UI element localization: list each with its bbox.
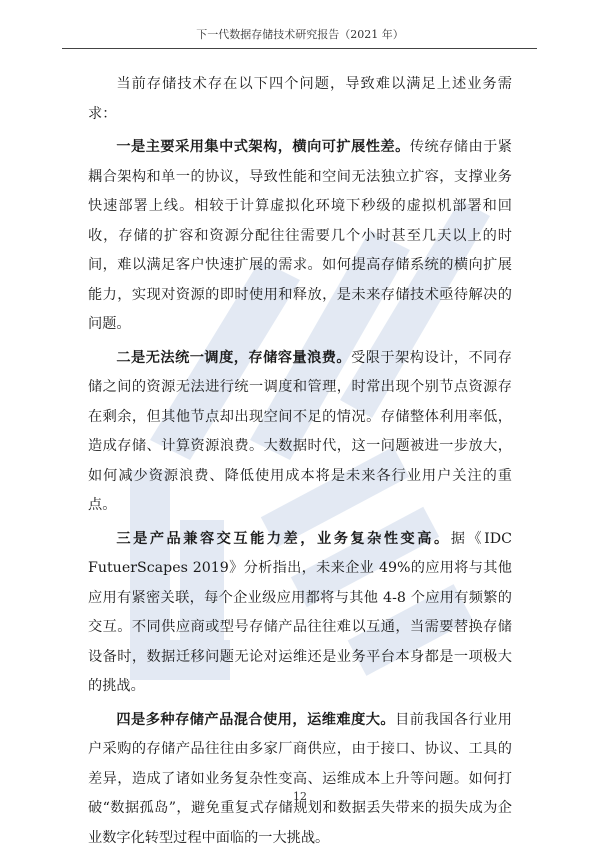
issue-2-text: 受限于架构设计，不同存储之间的资源无法进行统一调度和管理，时常出现个别节点资源存在剩余，但其他节点却出现空间不足的情况。存储整体利用率低，造成存储、计算资源浪费。大数据时代，这一问题被进一步放大，如何减少资源浪费、降低使用成本将是未来各行业用户关注的重点。	[88, 349, 512, 513]
issue-3-text: 据《IDC FutuerScapes 2019》分析指出，未来企业 49%的应用将与其他应用有紧密关联，每个企业级应用都将与其他 4-8 个应用有频繁的交互。不同供应商或型号存储产品往往难以互通，当需要替换存储设备时，数据迁移问题无论对运维还是业务平台本身都是一项极大的挑战。	[88, 530, 512, 694]
issue-4-text: 目前我国各行业用户采购的存储产品往往由多家厂商供应，由于接口、协议、工具的差异，造成了诸如业务复杂性变高、运维成本上升等问题。如何打破“数据孤岛”，避免重复式存储规划和数据丢失带来的损失成为企业数字化转型过程中面临的一大挑战。	[88, 711, 512, 846]
issue-4-lead: 四是多种存储产品混合使用，运维难度大。	[116, 711, 396, 728]
page-header: 下一代数据存储技术研究报告（2021 年）	[196, 28, 404, 41]
issue-1-lead: 一是主要采用集中式架构，横向可扩展性差。	[116, 139, 410, 155]
body-text	[88, 70, 512, 857]
issue-paragraph-1	[88, 133, 512, 340]
issue-paragraph-2	[88, 344, 512, 521]
issue-paragraph-3	[88, 525, 512, 702]
intro-text: 当前存储技术存在以下四个问题，导致难以满足上述业务需求：	[88, 76, 512, 122]
intro-paragraph	[88, 70, 512, 129]
header-divider	[62, 48, 537, 49]
issue-3-lead: 三是产品兼容交互能力差，业务复杂性变高。	[116, 530, 451, 547]
issue-paragraph-4	[88, 706, 512, 854]
issue-1-text: 传统存储由于紧耦合架构和单一的协议，导致性能和空间无法独立扩容，支撑业务快速部署上线。相较于计算虚拟化环境下秒级的虚拟机部署和回收，存储的扩容和资源分配往往需要几个小时甚至几天以上的时间，难以满足客户快速扩展的需求。如何提高存储系统的横向扩展能力，实现对资源的即时使用和释放，是未来存储技术亟待解决的问题。	[88, 139, 512, 332]
issue-2-lead: 二是无法统一调度，存储容量浪费。	[116, 349, 352, 366]
page-number: 12	[293, 790, 307, 803]
